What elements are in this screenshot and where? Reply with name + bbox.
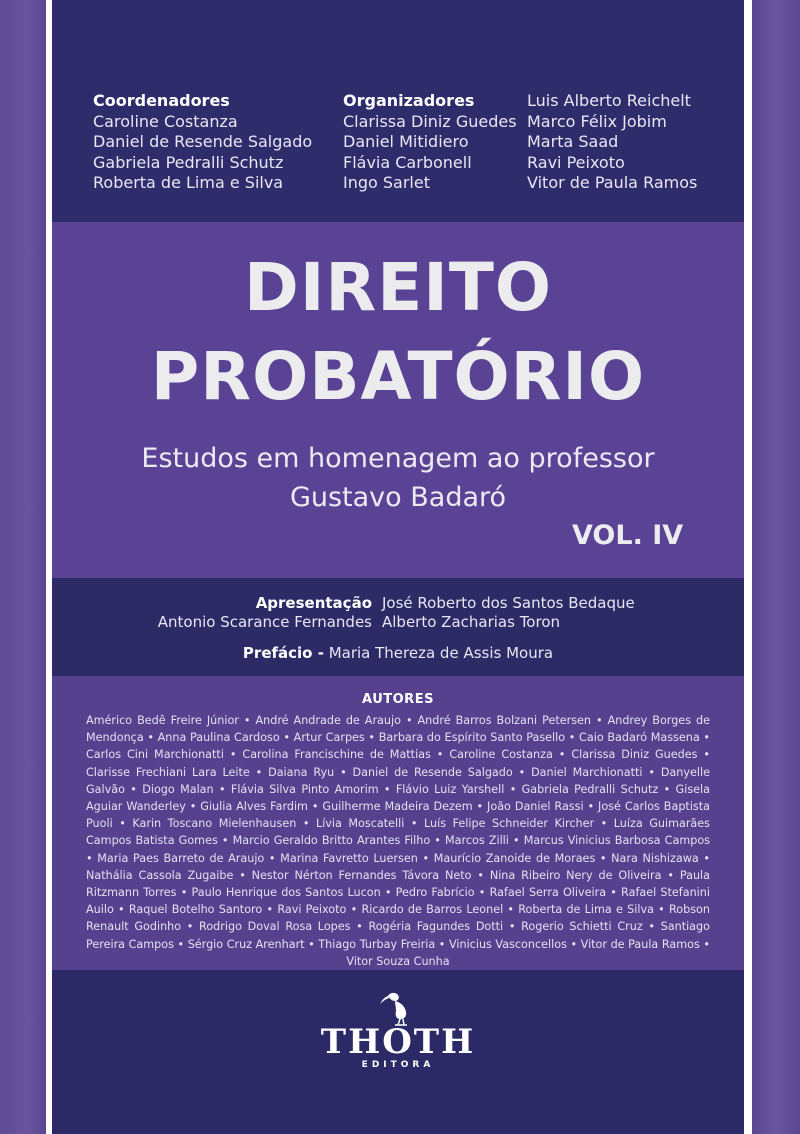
organizer-name: Ravi Peixoto [527, 152, 625, 172]
presentation-name: Antonio Scarance Fernandes [157, 613, 372, 631]
book-title-line2: PROBATÓRIO [150, 338, 646, 415]
publisher-logo [52, 990, 744, 1070]
organizer-name: Clarissa Diniz Guedes [343, 111, 517, 131]
publisher-name: THOTH [320, 1022, 476, 1062]
book-spine-left [0, 0, 46, 1134]
page-edge-right [744, 0, 752, 1134]
preface-line [52, 643, 744, 663]
publisher-subtitle: EDITORA [361, 1060, 435, 1070]
organizer-name: Vitor de Paula Ramos [527, 173, 698, 192]
book-spine-right [752, 0, 800, 1134]
organizers-block-2 [527, 91, 697, 194]
organizer-name: Luis Alberto Reichelt [527, 91, 691, 110]
authors-heading: AUTORES [362, 692, 434, 707]
organizer-name: Marta Saad [527, 132, 619, 151]
coordinator-name: Caroline Costanza [93, 111, 238, 131]
presentation-label: Apresentação [255, 594, 372, 612]
coordinators-heading: Coordenadores [93, 91, 230, 110]
organizers-block [343, 91, 517, 194]
organizer-name: Marco Félix Jobim [527, 111, 667, 131]
presentation-name: Alberto Zacharias Toron [382, 613, 561, 631]
book-subtitle-line2: Gustavo Badaró [289, 482, 507, 513]
coordinators-block [93, 91, 312, 194]
ibis-bird-icon [378, 990, 418, 1026]
organizer-name: Flávia Carbonell [343, 152, 472, 172]
volume-label: VOL. IV [572, 520, 684, 551]
presentation-name: José Roberto dos Santos Bedaque [382, 594, 635, 612]
organizers-heading: Organizadores [343, 91, 475, 110]
organizer-name: Ingo Sarlet [343, 173, 430, 192]
preface-label: Prefácio - [242, 644, 324, 662]
preface-name: Maria Thereza de Assis Moura [328, 644, 554, 662]
coordinator-name: Daniel de Resende Salgado [93, 132, 313, 151]
book-title-line1: DIREITO [244, 249, 552, 326]
coordinator-name: Gabriela Pedralli Schutz [93, 152, 284, 172]
authors-list: Américo Bedê Freire Júnior • André Andrade de Araujo • André Barros Bolzani Petersen • Andrey Borges de Mendonça • Anna Paulina Cardoso • Artur Carpes • Barbara do Espírito Santo Pasello • Caio Badaró Massena • Carlos Cini Marchionatti • Carolina Francischine de Mattias • Caroline Costanza • Clarissa Diniz Guedes • Clarisse Frechiani Lara Leite • Daiana Ryu • Daniel de Resende Salgado • Daniel Marchionatti • Danyelle Galvão • Diogo Malan • Flávia Silva Pinto Amorim • Flávio Luiz Yarshell • Gabriela Pedralli Schutz • Gisela Aguiar Wanderley • Giulia Alves Fardim • Guilherme Madeira Dezem • João Daniel Rassi • José Carlos Baptista Puoli • Karin Toscano Mielenhausen • Lívia Moscatelli • Luís Felipe Schneider Kircher • Luíza Guimarães Campos Batista Gomes • Marcio Geraldo Britto Arantes Filho • Marcos Zilli • Marcus Vinicius Barbosa Campos • Maria Paes Barreto de Araujo • Marina Favretto Luersen • Maurício Zanoide de Moraes • Nara Nishizawa • Nathália Cassola Zugaibe • Nestor Nérton Fernandes Távora Neto • Nina Ribeiro Nery de Oliveira • Paula Ritzmann Torres • Paulo Henrique dos Santos Lucon • Pedro Fabrício • Rafael Serra Oliveira • Rafael Stefanini Auilo • Raquel Botelho Santoro • Ravi Peixoto • Ricardo de Barros Leonel • Roberta de Lima e Silva • Robson Renault Godinho • Rodrigo Doval Rosa Lopes • Rogéria Fagundes Dotti • Rogerio Schietti Cruz • Santiago Pereira Campos • Sérgio Cruz Arenhart • Thiago Turbay Freiria • Vinicius Vasconcellos • Vitor de Paula Ramos • Vitor Souza Cunha [86, 714, 710, 968]
organizer-name: Daniel Mitidiero [343, 132, 469, 151]
book-cover [52, 0, 744, 1134]
coordinator-name: Roberta de Lima e Silva [93, 173, 284, 192]
book-subtitle-line1: Estudos em homenagem ao professor [141, 443, 655, 474]
